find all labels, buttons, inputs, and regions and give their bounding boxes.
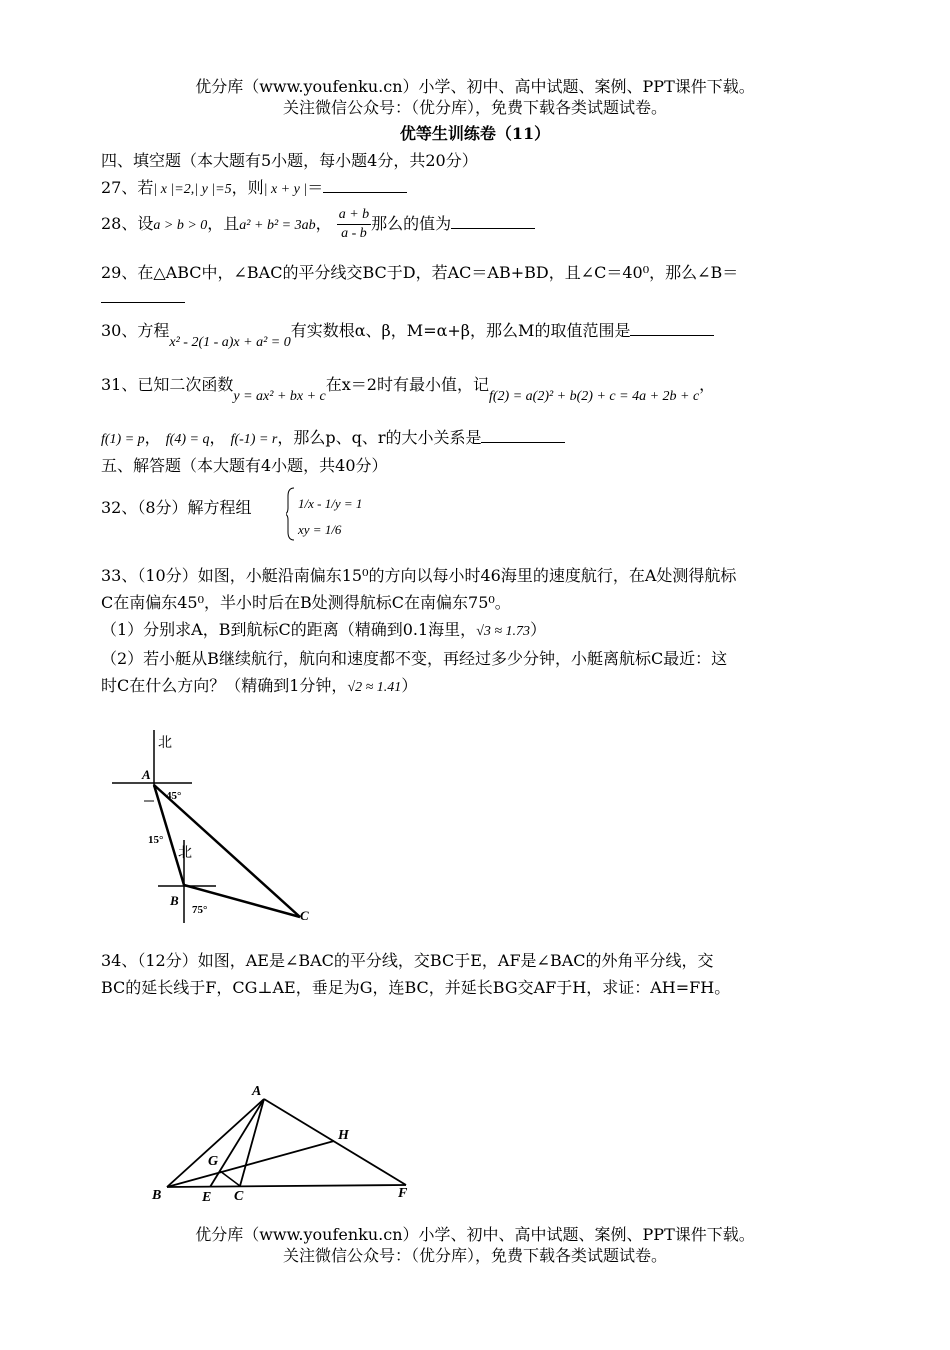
label-angle-75: 75° <box>192 904 208 916</box>
q28-comma: ， <box>315 214 332 233</box>
line-bf <box>167 1185 406 1187</box>
q31-prefix: 31、已知二次函数 <box>101 375 234 394</box>
label-b: B <box>170 893 179 908</box>
q28-math2: a² + b² = 3ab <box>239 218 316 233</box>
q33-part2-end: ） <box>401 676 418 695</box>
label-h: H <box>338 1128 349 1143</box>
q28-mid: ，且 <box>207 214 240 233</box>
q33-part1-math: √3 ≈ 1.73 <box>476 624 531 639</box>
label-north-top: 北 <box>158 736 172 751</box>
header-line-2: 关注微信公众号：（优分库），免费下载各类试题试卷。 <box>282 98 667 117</box>
q31-end: ， <box>699 375 716 394</box>
question-30 <box>101 318 714 350</box>
q28-suffix: 那么的值为 <box>371 214 452 233</box>
question-31-line-2 <box>101 425 565 448</box>
q31-answer-blank[interactable] <box>481 428 565 443</box>
label-angle-45: 45° <box>166 790 182 802</box>
q28-answer-blank[interactable] <box>451 214 535 229</box>
figure-2-triangle <box>140 1075 430 1205</box>
question-31 <box>101 372 716 404</box>
footer-line-1: 优分库（www.youfenku.cn）小学、初中、高中试题、案例、PPT课件下载。 <box>195 1225 755 1244</box>
q32-eq2: xy = 1/6 <box>298 522 342 537</box>
footer-line-2: 关注微信公众号：（优分库），免费下载各类试题试卷。 <box>282 1246 667 1265</box>
q31-line2-suffix: ，那么p、q、r的大小关系是 <box>277 428 482 447</box>
question-34-line-2: BC的延长线于F，CG⊥AE，垂足为G，连BC，并延长BG交AF于H，求证：AH=FH。 <box>101 978 731 997</box>
q30-prefix: 30、方程 <box>101 321 170 340</box>
line-ac <box>240 1099 264 1186</box>
q27-prefix: 27、若 <box>101 178 154 197</box>
q27-math: | x |=2,| y |=5 <box>153 182 232 197</box>
q32-prefix: 32、（8分）解方程组 <box>101 498 252 517</box>
q28-prefix: 28、设 <box>101 214 154 233</box>
label-a: A <box>252 1084 262 1099</box>
q29-answer-blank[interactable] <box>101 288 185 303</box>
question-33-part-2-line-1: （2）若小艇从B继续航行，航向和速度都不变，再经过多少分钟，小艇离航标C最近：这 <box>101 649 728 668</box>
q31-f-1: f(-1) = r <box>230 432 278 447</box>
q31-sep-2: ， <box>209 428 226 447</box>
header-line-1: 优分库（www.youfenku.cn）小学、初中、高中试题、案例、PPT课件下载。 <box>195 77 755 96</box>
q33-part2-math: √2 ≈ 1.41 <box>347 680 402 695</box>
q27-answer-blank[interactable] <box>323 178 407 193</box>
question-34-line-1: 34、（12分）如图，AE是∠BAC的平分线，交BC于E，AF是∠BAC的外角平分线，交 <box>101 951 714 970</box>
q31-f4: f(4) = q <box>165 432 210 447</box>
question-27 <box>101 175 407 198</box>
q31-mid: 在x＝2时有最小值，记 <box>325 375 489 394</box>
question-33-part-2-line-2 <box>101 673 417 696</box>
section-5-heading: 五、解答题（本大题有4小题，共40分） <box>101 456 388 475</box>
q27-math2: | x + y | <box>263 182 308 197</box>
question-28 <box>101 206 535 243</box>
question-33-line-1: 33、（10分）如图，小艇沿南偏东15⁰的方向以每小时46海里的速度航行，在A处测得航标 <box>101 566 737 585</box>
q31-f1: f(1) = p <box>101 432 145 447</box>
figure-1-navigation <box>100 725 330 925</box>
question-29: 29、在△ABC中，∠BAC的平分线交BC于D，若AC＝AB+BD，且∠C＝40⁰，那么∠B＝ <box>101 263 739 282</box>
question-32 <box>101 495 252 518</box>
q33-part1-text: （1）分别求A，B到航标C的距离（精确到0.1海里， <box>101 620 477 639</box>
q31-sep-1: ， <box>144 428 161 447</box>
q33-part2-text: 时C在什么方向？（精确到1分钟， <box>101 676 348 695</box>
q33-part1-end: ） <box>530 620 547 639</box>
label-e: E <box>202 1190 212 1205</box>
line-af <box>264 1099 406 1185</box>
system-brace <box>286 488 294 540</box>
q30-suffix: 有实数根α、β，M=α+β，那么M的取值范围是 <box>290 321 631 340</box>
label-c: C <box>300 908 309 923</box>
label-c: C <box>234 1189 244 1204</box>
question-33-part-1 <box>101 617 546 640</box>
label-b: B <box>152 1188 162 1203</box>
q30-math: x² - 2(1 - a)x + a² = 0 <box>169 335 291 350</box>
q30-answer-blank[interactable] <box>630 321 714 336</box>
label-f: F <box>398 1186 408 1201</box>
question-33-line-2: C在南偏东45⁰，半小时后在B处测得航标C在南偏东75⁰。 <box>101 593 511 612</box>
page-title: 优等生训练卷（11） <box>399 124 551 143</box>
label-north-mid: 北 <box>178 846 192 861</box>
q28-denominator: a - b <box>341 226 367 241</box>
q28-numerator: a + b <box>337 206 371 225</box>
label-angle-15: 15° <box>148 834 164 846</box>
label-g: G <box>208 1154 219 1169</box>
q31-math: y = ax² + bx + c <box>233 389 326 404</box>
q27-mid: ，则 <box>231 178 264 197</box>
section-4-heading: 四、填空题（本大题有5小题，每小题4分，共20分） <box>101 151 478 170</box>
q32-equation-system <box>286 484 426 544</box>
q27-suffix: ＝ <box>307 178 324 197</box>
q32-eq1: 1/x - 1/y = 1 <box>298 496 363 511</box>
label-a: A <box>142 767 151 782</box>
q28-math: a > b > 0 <box>153 218 208 233</box>
q31-math2: f(2) = a(2)² + b(2) + c = 4a + 2b + c <box>489 389 700 404</box>
q28-fraction <box>337 206 371 243</box>
line-cg <box>220 1171 240 1186</box>
